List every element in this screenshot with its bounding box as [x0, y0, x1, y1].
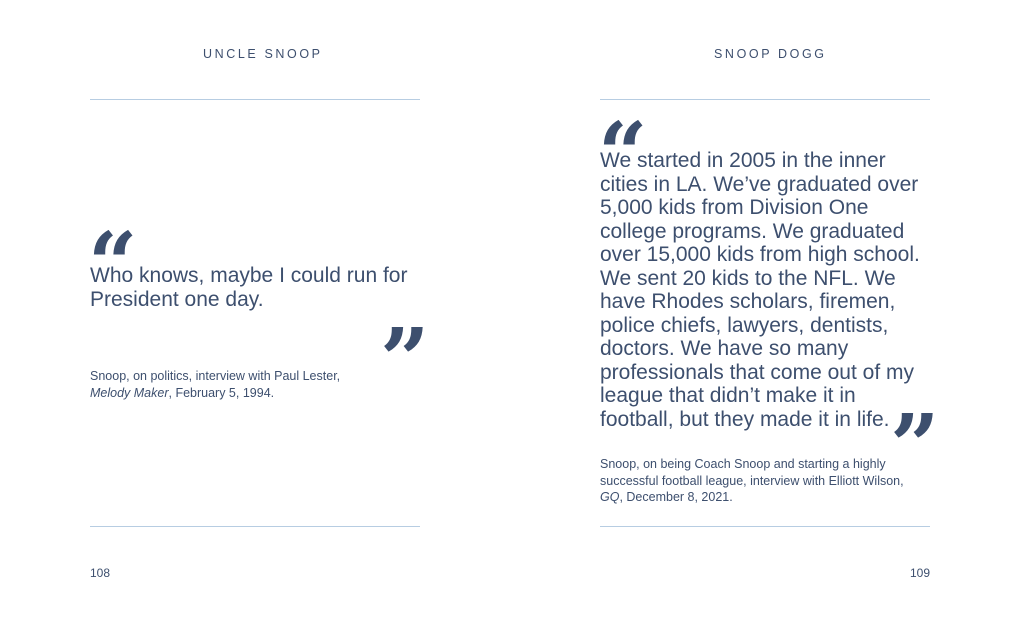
attribution-lead: Snoop, on being Coach Snoop and starting a highly successful football league, interview with Elliott Wilson, [600, 457, 904, 488]
pull-quote: We started in 2005 in the inner cities in LA. We’ve graduated over 5,000 kids from Division One college programs. We graduated over 15,000 kids from high school. We sent 20 kids to the NFL. We have Rhodes scholars, firemen, police chiefs, lawyers, dentists, doctors. We have so many professionals that come out of my league that didn’t make it in football, but they made it in life. [600, 149, 920, 431]
publication-title: Melody Maker [90, 385, 169, 400]
right-page [510, 0, 1020, 618]
attribution [600, 456, 930, 506]
attribution-date: , December 8, 2021. [619, 490, 733, 504]
top-rule [90, 99, 420, 100]
page-number: 109 [910, 566, 931, 580]
close-quote-mark-icon: ” [890, 396, 940, 497]
running-head: SNOOP DOGG [714, 47, 827, 61]
attribution-date: , February 5, 1994. [168, 385, 275, 400]
open-quote-mark-icon: “ [598, 104, 648, 205]
page-number: 108 [90, 566, 111, 580]
attribution-lead: Snoop, on politics, interview with Paul Lester, [90, 369, 341, 383]
attribution [90, 368, 390, 401]
pull-quote: Who knows, maybe I could run for President one day. [90, 264, 408, 311]
bottom-rule [600, 526, 930, 527]
close-quote-mark-icon: ” [380, 310, 430, 411]
running-head: UNCLE SNOOP [203, 47, 323, 61]
open-quote-mark-icon: “ [88, 214, 138, 315]
top-rule [600, 99, 930, 100]
bottom-rule [90, 526, 420, 527]
publication-title: GQ [600, 490, 620, 504]
